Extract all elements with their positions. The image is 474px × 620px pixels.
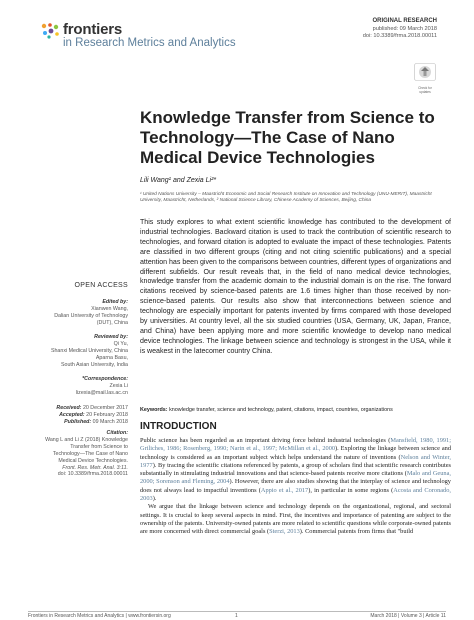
frontiers-logo-icon [40, 22, 62, 40]
page-number: 1 [235, 613, 238, 619]
editor-line: (DUT), China [96, 319, 128, 326]
body-text: We argue that the linkage between science and technology depends on the organizational, regional, and sectoral settings. It is crucial to keep several aspects in mind. First, the incentives and importance of patenting are subject to the ownership of the patents. University-owned patents are more related to scientific questions while corporate-owned patents are more concerned with direct commercial goals ( [140, 503, 451, 536]
footer-divider [28, 611, 446, 612]
reviewer-line: South Asian University, India [60, 361, 128, 368]
correspondence-label: *Correspondence: [82, 376, 128, 382]
article-meta [363, 18, 437, 41]
citation-line: Wang L and Li Z (2018) Knowledge [45, 436, 128, 443]
correspondent-email[interactable]: lizexia@mail.las.ac.cn [75, 389, 128, 396]
editor-line: Dalian University of Technology [54, 312, 128, 319]
reviewed-by-label: Reviewed by: [94, 334, 128, 340]
citation-line: Transfer from Science to [70, 443, 128, 450]
accepted-date: 20 February 2018 [86, 411, 128, 418]
editor-block [40, 299, 128, 327]
body-text: Public science has been regarded as an important driving force behind industrial technologies ( [140, 437, 391, 444]
citation-line: Medical Device Technologies. [58, 457, 128, 464]
footer-journal: Frontiers in Research Metrics and Analytics | www.frontiersin.org [28, 613, 171, 619]
published-date-side: 09 March 2018 [92, 418, 128, 425]
edited-by-label: Edited by: [102, 299, 128, 305]
keywords-label: Keywords: [140, 407, 168, 413]
reviewer-line: Shanxi Medical University, China [50, 347, 128, 354]
body-text: ). However, there are also studies showing that the interplay of science and technology does not always lead to impactful inventions ( [140, 478, 451, 494]
accepted-label: Accepted: [59, 411, 85, 418]
abstract: This study explores to what extent scientific knowledge has contributed to the development of industrial technologies. Backward citation is used to track the contribution of scientific research to technologies, and forward citation is adopted to evaluate the impact of these technologies. Patents are classified in two different groups (citing and not citing scientific publications) and a special attention has been given to the comparisons between countries, different types of organizations and different subfields. Our result reveals that, in the field of nano medical device technologies, knowledge transfer from the academic domain to the industrial domain is on the rise. The forward citations received by science-based patents are 1.6 times higher than those received by non-science-based patents. Our results also show that interconnections between science and technology are especially important for patents invented by firms compared with those developed by universities. At country level, all the six studied countries (USA, Germany, UK, Japan, France, and China) have been applying more and more scientific knowledge to develop nano medical device technologies. The linkage between science and technology is strongest in the USA, while it is weakest in the latecomer country China. [140, 219, 451, 355]
keywords-list: knowledge transfer, science and technology, patent, citations, impact, countries, organizations [169, 407, 393, 413]
body-text: ). [152, 495, 157, 503]
correspondence-block [40, 376, 128, 397]
keywords [140, 407, 450, 413]
check-for-updates-button[interactable] [414, 63, 436, 94]
received-date: 20 December 2017 [82, 405, 128, 411]
citation-label: Citation: [106, 430, 128, 436]
reviewer-line: Aparna Basu, [95, 354, 128, 361]
brand-name: frontiers [63, 21, 123, 38]
reviewers-block [40, 334, 128, 369]
article-title: Knowledge Transfer from Science to Technology—The Case of Nano Medical Device Technologies [140, 108, 435, 167]
citation-link[interactable]: Acosta and Coronado, 2003 [140, 486, 451, 503]
citation-block [40, 430, 128, 478]
body-text: ). By tracing the scientific citations referenced by patents, a group of scholars find that scientific research contributes substantially in stimulating industrial innovations and that science-based patents receive more citations ( [140, 461, 451, 478]
crossmark-label: Check for updates [418, 86, 432, 94]
journal-name: in Research Metrics and Analytics [63, 37, 236, 49]
citation-link[interactable]: Mansfield, 1980, 1991; Griliches, 1986; Rosenberg, 1990; Narin et al., 1997; McMillan et al., 2000 [140, 437, 451, 453]
published-label: Published: [64, 418, 92, 425]
citation-link[interactable]: Appio et al., 2017 [260, 486, 309, 494]
dates-block [40, 405, 128, 426]
citation-link[interactable]: Nelson and Winter, 1977 [140, 453, 451, 469]
body-text: ). Exploring the linkage between science and technology is considered as an important subject which helps understand the nature of inventions ( [140, 445, 451, 461]
correspondent-name: Zexia Li [109, 382, 128, 389]
citation-doi[interactable]: doi: 10.3389/frma.2018.00011 [57, 471, 128, 478]
editor-line: Xianwen Wang, [91, 305, 128, 312]
body-paragraph [140, 503, 451, 536]
body-paragraph [140, 437, 451, 503]
citation-link[interactable]: Malo and Geuna, 2000; Sorenson and Fleming, 2004 [140, 470, 451, 486]
article-type: ORIGINAL RESEARCH [372, 18, 437, 24]
author-list: Lili Wang¹ and Zexia Li²* [140, 177, 217, 184]
open-access-badge: OPEN ACCESS [74, 282, 128, 289]
section-heading: INTRODUCTION [140, 421, 217, 432]
published-date: published: 09 March 2018 [372, 25, 437, 32]
footer-issue: March 2018 | Volume 3 | Article 11 [370, 613, 446, 619]
reviewer-line: Qi Yu, [113, 340, 128, 347]
citation-line: Front. Res. Metr. Anal. 3:11. [62, 464, 128, 471]
citation-link[interactable]: Sterzi, 2013 [269, 528, 300, 536]
introduction-body [140, 437, 451, 537]
citation-line: Technology—The Case of Nano [52, 450, 128, 457]
body-text: ). Commercial patents from firms that "build [299, 528, 414, 536]
crossmark-icon [414, 63, 436, 81]
body-text: ), in particular in some regions ( [308, 486, 394, 494]
received-label: Received: [56, 405, 82, 411]
doi-link[interactable]: doi: 10.3389/frma.2018.00011 [362, 33, 437, 40]
affiliations: ¹ United Nations University – Maastricht Economic and Social Research Institute on Innovation and Technology (UNU-MERIT), Maastricht University, Maastricht, Netherlands, ² National Science Library, Chinese Academy of Sciences, Beijing, China [140, 192, 432, 204]
